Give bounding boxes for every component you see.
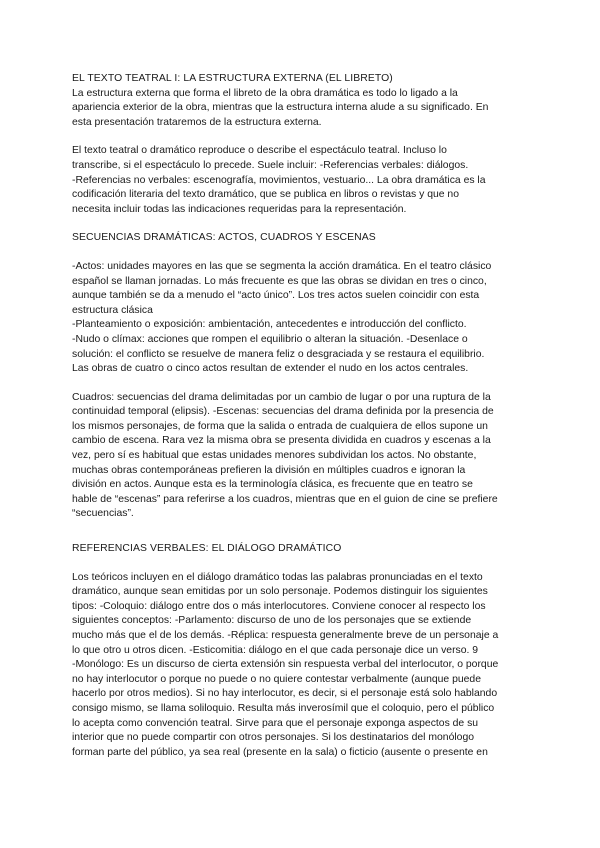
paragraph-line: división en actos. Aunque esta es la terminología clásica, es frecuente que en teatro se <box>72 479 473 491</box>
paragraph-line: continuidad temporal (elipsis). -Escenas: secuencias del drama definida por la presencia de <box>72 406 494 418</box>
paragraph-line: no hay interlocutor o porque no puede o no quiere contestar verbalmente (aunque puede <box>72 673 481 685</box>
paragraph-line: “secuencias”. <box>72 508 134 520</box>
document-body <box>72 72 532 760</box>
paragraph-line: Los teóricos incluyen en el diálogo dramático todas las palabras pronunciadas en el texto <box>72 571 483 583</box>
paragraph-line: transcribe, si el espectáculo lo precede. Suele incluir: -Referencias verbales: diálogos. <box>72 159 469 171</box>
paragraph-line: cambio de escena. Rara vez la misma obra se presenta dividida en cuadros y escenas a la <box>72 435 491 447</box>
cuadros-paragraph <box>72 391 532 522</box>
paragraph-line: hacerlo por otros medios). Si no hay interlocutor, es decir, si el personaje está solo hablando <box>72 688 498 700</box>
paragraph-line: dramático, aunque sean emitidas por un solo personaje. Podemos distinguir los siguientes <box>72 586 488 598</box>
paragraph-line: Las obras de cuatro o cinco actos resultan de extender el nudo en los actos centrales. <box>72 363 469 375</box>
paragraph-line: El texto teatral o dramático reproduce o describe el espectáculo teatral. Incluso lo <box>72 145 447 157</box>
paragraph-line: mucho más que el de los demás. -Réplica: respuesta generalmente breve de un personaje a <box>72 630 499 641</box>
paragraph-line: lo acepta como convención teatral. Sirve para que el personaje exponga aspectos de su <box>72 717 479 729</box>
paragraph-line: español se llaman jornadas. Lo más frecuente es que las obras se dividan en tres o cinco, <box>72 275 487 287</box>
paragraph-line: Cuadros: secuencias del drama delimitadas por un cambio de lugar o por una ruptura de la <box>72 391 491 403</box>
paragraph-line: -Referencias no verbales: escenografía, movimientos, vestuario... La obra dramática es la <box>72 174 486 186</box>
paragraph-line: esta presentación trataremos de la estructura externa. <box>72 116 322 128</box>
paragraph-line: La estructura externa que forma el libreto de la obra dramática es todo lo ligado a la <box>72 87 458 99</box>
paragraph-line: tipos: -Coloquio: diálogo entre dos o más interlocutores. Conviene conocer al respecto los <box>72 600 486 612</box>
paragraph-line: siguientes conceptos: -Parlamento: discurso de uno de los personajes que se extiende <box>72 615 472 627</box>
paragraph-line: -Actos: unidades mayores en las que se segmenta la acción dramática. En el teatro clásico <box>72 260 492 272</box>
paragraph-line: lo que otro u otros dicen. -Esticomitia: diálogo en el que cada personaje dice un verso. 9 <box>72 644 479 656</box>
paragraph-line: los mismos personajes, de forma que la salida o entrada de cualquiera de ellos supone un <box>72 420 488 432</box>
paragraph-line: -Nudo o clímax: acciones que rompen el equilibrio o alteran la situación. -Desenlace o <box>72 333 468 345</box>
section-heading-secuencias: SECUENCIAS DRAMÁTICAS: ACTOS, CUADROS Y ESCENAS <box>72 232 376 244</box>
section-heading-referencias: REFERENCIAS VERBALES: EL DIÁLOGO DRAMÁTICO <box>72 543 342 555</box>
actos-paragraph <box>72 260 532 377</box>
paragraph-line: solución: el conflicto se resuelve de manera feliz o desgraciada y se restaura el equilibrio. <box>72 348 485 360</box>
paragraph-line: hable de “escenas” para referirse a los cuadros, mientras que en el guion de cine se prefiere <box>72 493 498 505</box>
paragraph-line: forman parte del público, ya sea real (presente en la sala) o ficticio (ausente o presente en <box>72 746 488 758</box>
paragraph-line: interior que no puede compartir con otros personajes. Si los destinatarios del monólogo <box>72 732 475 744</box>
texto-teatral-paragraph <box>72 144 532 217</box>
paragraph-line: codificación literaria del texto dramático, que se publica en libros o revistas y que no <box>72 189 459 201</box>
paragraph-line: -Planteamiento o exposición: ambientación, antecedentes e introducción del conflicto. <box>72 319 467 331</box>
intro-paragraph <box>72 87 532 131</box>
paragraph-line: necesita incluir todas las indicaciones requeridas para la representación. <box>72 203 407 215</box>
paragraph-line: apariencia exterior de la obra, mientras que la estructura interna alude a su significado. En <box>72 102 489 114</box>
paragraph-line: aunque también se da a menudo el “acto único”. Los tres actos suelen coincidir con esta <box>72 290 480 302</box>
paragraph-line: -Monólogo: Es un discurso de cierta extensión sin respuesta verbal del interlocutor, o porque <box>72 659 499 671</box>
paragraph-line: vez, pero sí es habitual que estas unidades menores subdividan los actos. No obstante, <box>72 450 477 462</box>
paragraph-line: estructura clásica <box>72 304 153 316</box>
paragraph-line: consigo mismo, se llama soliloquio. Resulta más inverosímil que el coloquio, pero el público <box>72 702 495 714</box>
document-title: EL TEXTO TEATRAL I: LA ESTRUCTURA EXTERNA (EL LIBRETO) <box>72 73 393 84</box>
paragraph-line: muchas obras contemporáneas prefieren la división en múltiples cuadros e ignoran la <box>72 464 466 476</box>
dialogo-paragraph <box>72 571 532 761</box>
